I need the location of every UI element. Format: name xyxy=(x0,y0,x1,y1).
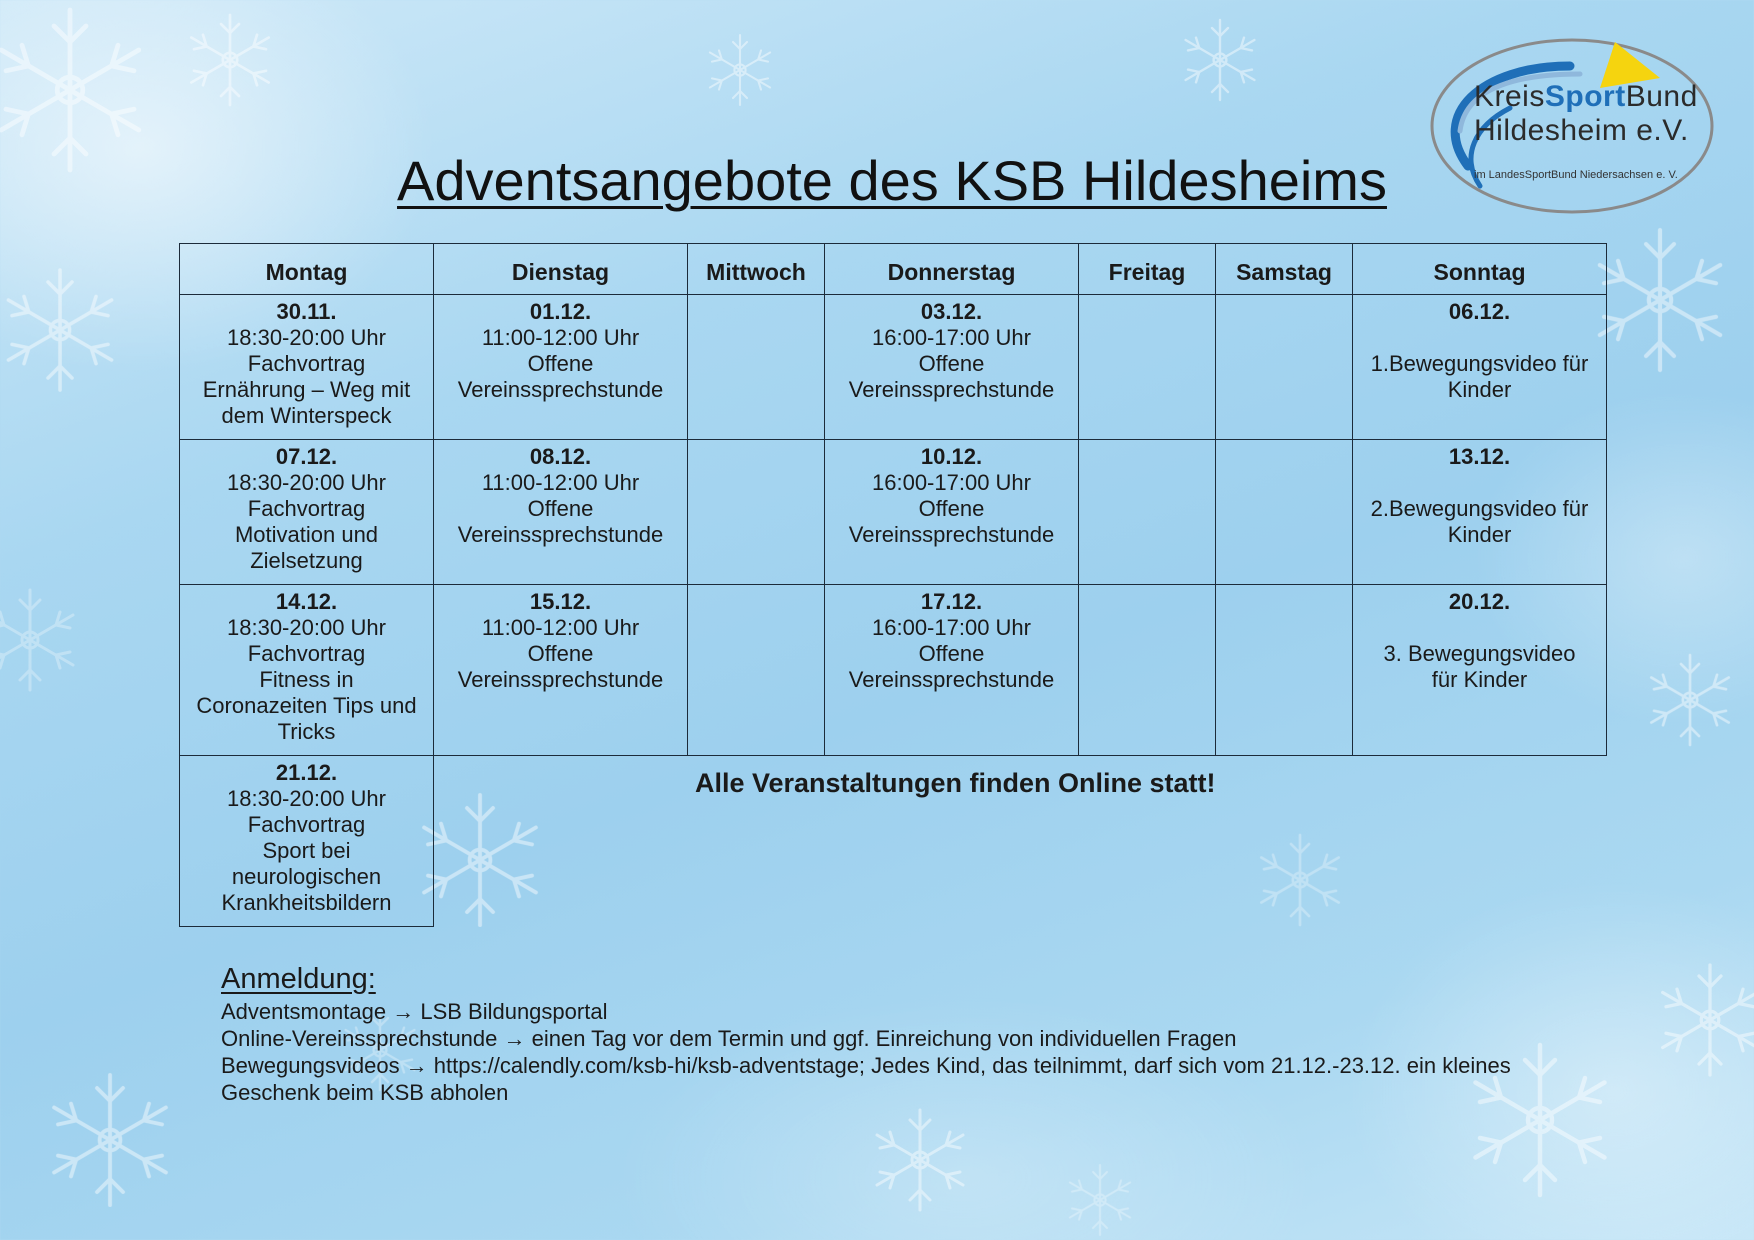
logo-text-line3: im LandesSportBund Niedersachsen e. V. xyxy=(1474,169,1678,181)
event-date: 14.12. xyxy=(275,589,338,614)
event-line: Fachvortrag xyxy=(247,496,366,521)
event-line: Fachvortrag xyxy=(247,351,366,376)
event-line: Offene xyxy=(527,496,594,521)
event-date: 06.12. xyxy=(1448,299,1511,324)
cell-dienstag xyxy=(434,440,688,585)
table-row xyxy=(180,440,1607,585)
cell-spacer xyxy=(1359,615,1600,641)
cell-sonntag xyxy=(1353,295,1607,440)
event-line: Offene xyxy=(918,496,985,521)
event-date: 20.12. xyxy=(1448,589,1511,614)
cell-dienstag xyxy=(434,585,688,756)
event-line: 16:00-17:00 Uhr xyxy=(872,325,1031,350)
cell-mittwoch xyxy=(688,585,825,756)
event-line: Sport bei xyxy=(262,838,351,863)
event-date: 10.12. xyxy=(920,444,983,469)
table-header-row xyxy=(180,244,1607,295)
event-date: 07.12. xyxy=(275,444,338,469)
schedule-table xyxy=(179,243,1607,927)
event-line: 18:30-20:00 Uhr xyxy=(227,470,386,495)
cell-samstag xyxy=(1216,295,1353,440)
event-date: 15.12. xyxy=(529,589,592,614)
cell-samstag xyxy=(1216,585,1353,756)
event-line: 11:00-12:00 Uhr xyxy=(481,470,640,495)
registration-heading: Anmeldung: xyxy=(221,963,376,995)
logo-text-line1: KreisSportBund xyxy=(1474,80,1698,113)
event-line: 3. Bewegungsvideo xyxy=(1383,641,1576,666)
page-title: Adventsangebote des KSB Hildesheims xyxy=(397,149,1387,212)
event-line: Fachvortrag xyxy=(247,812,366,837)
event-line: Offene xyxy=(918,641,985,666)
event-line: 18:30-20:00 Uhr xyxy=(227,786,386,811)
event-line: Offene xyxy=(527,641,594,666)
cell-sonntag xyxy=(1353,585,1607,756)
table-row xyxy=(180,295,1607,440)
ksb-logo xyxy=(1420,36,1720,226)
header-mittwoch: Mittwoch xyxy=(688,244,825,295)
event-line: 16:00-17:00 Uhr xyxy=(872,615,1031,640)
header-donnerstag: Donnerstag xyxy=(825,244,1079,295)
event-line: 11:00-12:00 Uhr xyxy=(481,615,640,640)
event-line: Vereinssprechstunde xyxy=(848,667,1055,692)
registration-line: Online-Vereinssprechstunde → einen Tag vor dem Termin und ggf. Einreichung von individuellen Fragen xyxy=(221,1026,1237,1051)
event-date: 21.12. xyxy=(275,760,338,785)
cell-spacer xyxy=(1359,325,1600,351)
event-line: Kinder xyxy=(1447,522,1512,547)
cell-donnerstag xyxy=(825,440,1079,585)
cell-dienstag xyxy=(434,295,688,440)
event-line: 16:00-17:00 Uhr xyxy=(872,470,1031,495)
event-line: Fitness in xyxy=(259,667,354,692)
cell-mittwoch xyxy=(688,295,825,440)
event-date: 08.12. xyxy=(529,444,592,469)
cell-donnerstag xyxy=(825,295,1079,440)
notice-cell xyxy=(434,756,1607,927)
event-line: für Kinder xyxy=(1431,667,1528,692)
event-date: 13.12. xyxy=(1448,444,1511,469)
cell-sonntag xyxy=(1353,440,1607,585)
event-line: dem Winterspeck xyxy=(221,403,392,428)
event-date: 03.12. xyxy=(920,299,983,324)
cell-donnerstag xyxy=(825,585,1079,756)
cell-spacer xyxy=(1359,470,1600,496)
event-date: 30.11. xyxy=(276,299,337,324)
logo-text-line2: Hildesheim e.V. xyxy=(1474,114,1689,147)
table-row xyxy=(180,756,1607,927)
table-row xyxy=(180,585,1607,756)
header-dienstag: Dienstag xyxy=(434,244,688,295)
cell-freitag xyxy=(1079,440,1216,585)
event-line: Zielsetzung xyxy=(250,548,363,573)
event-line: Vereinssprechstunde xyxy=(848,522,1055,547)
event-line: Krankheitsbildern xyxy=(221,890,392,915)
header-sonntag: Sonntag xyxy=(1353,244,1607,295)
header-montag: Montag xyxy=(180,244,434,295)
event-date: 17.12. xyxy=(920,589,983,614)
online-notice: Alle Veranstaltungen finden Online statt! xyxy=(694,768,1216,798)
registration-section xyxy=(221,962,1601,1106)
event-line: Tricks xyxy=(277,719,336,744)
event-line: Ernährung – Weg mit xyxy=(202,377,411,402)
event-line: 18:30-20:00 Uhr xyxy=(227,325,386,350)
header-freitag: Freitag xyxy=(1079,244,1216,295)
registration-line: Bewegungsvideos → https://calendly.com/ksb-hi/ksb-adventstage; Jedes Kind, das teilnimmt, darf sich vom 21.12.-23.12. ein kleines xyxy=(221,1053,1511,1078)
event-line: 1.Bewegungsvideo für xyxy=(1370,351,1589,376)
cell-montag xyxy=(180,585,434,756)
event-line: 11:00-12:00 Uhr xyxy=(481,325,640,350)
event-line: neurologischen xyxy=(231,864,382,889)
cell-freitag xyxy=(1079,295,1216,440)
event-line: Coronazeiten Tips und xyxy=(196,693,417,718)
cell-montag xyxy=(180,440,434,585)
event-line: Fachvortrag xyxy=(247,641,366,666)
registration-line: Adventsmontage → LSB Bildungsportal xyxy=(221,999,608,1024)
cell-mittwoch xyxy=(688,440,825,585)
event-line: Kinder xyxy=(1447,377,1512,402)
event-line: Vereinssprechstunde xyxy=(457,667,664,692)
event-line: Offene xyxy=(918,351,985,376)
event-line: Motivation und xyxy=(234,522,379,547)
registration-line: Geschenk beim KSB abholen xyxy=(221,1080,509,1105)
event-line: Vereinssprechstunde xyxy=(848,377,1055,402)
cell-montag xyxy=(180,295,434,440)
event-line: Offene xyxy=(527,351,594,376)
event-date: 01.12. xyxy=(529,299,592,324)
header-samstag: Samstag xyxy=(1216,244,1353,295)
cell-samstag xyxy=(1216,440,1353,585)
event-line: 2.Bewegungsvideo für xyxy=(1370,496,1589,521)
cell-montag xyxy=(180,756,434,927)
cell-freitag xyxy=(1079,585,1216,756)
event-line: 18:30-20:00 Uhr xyxy=(227,615,386,640)
event-line: Vereinssprechstunde xyxy=(457,522,664,547)
event-line: Vereinssprechstunde xyxy=(457,377,664,402)
